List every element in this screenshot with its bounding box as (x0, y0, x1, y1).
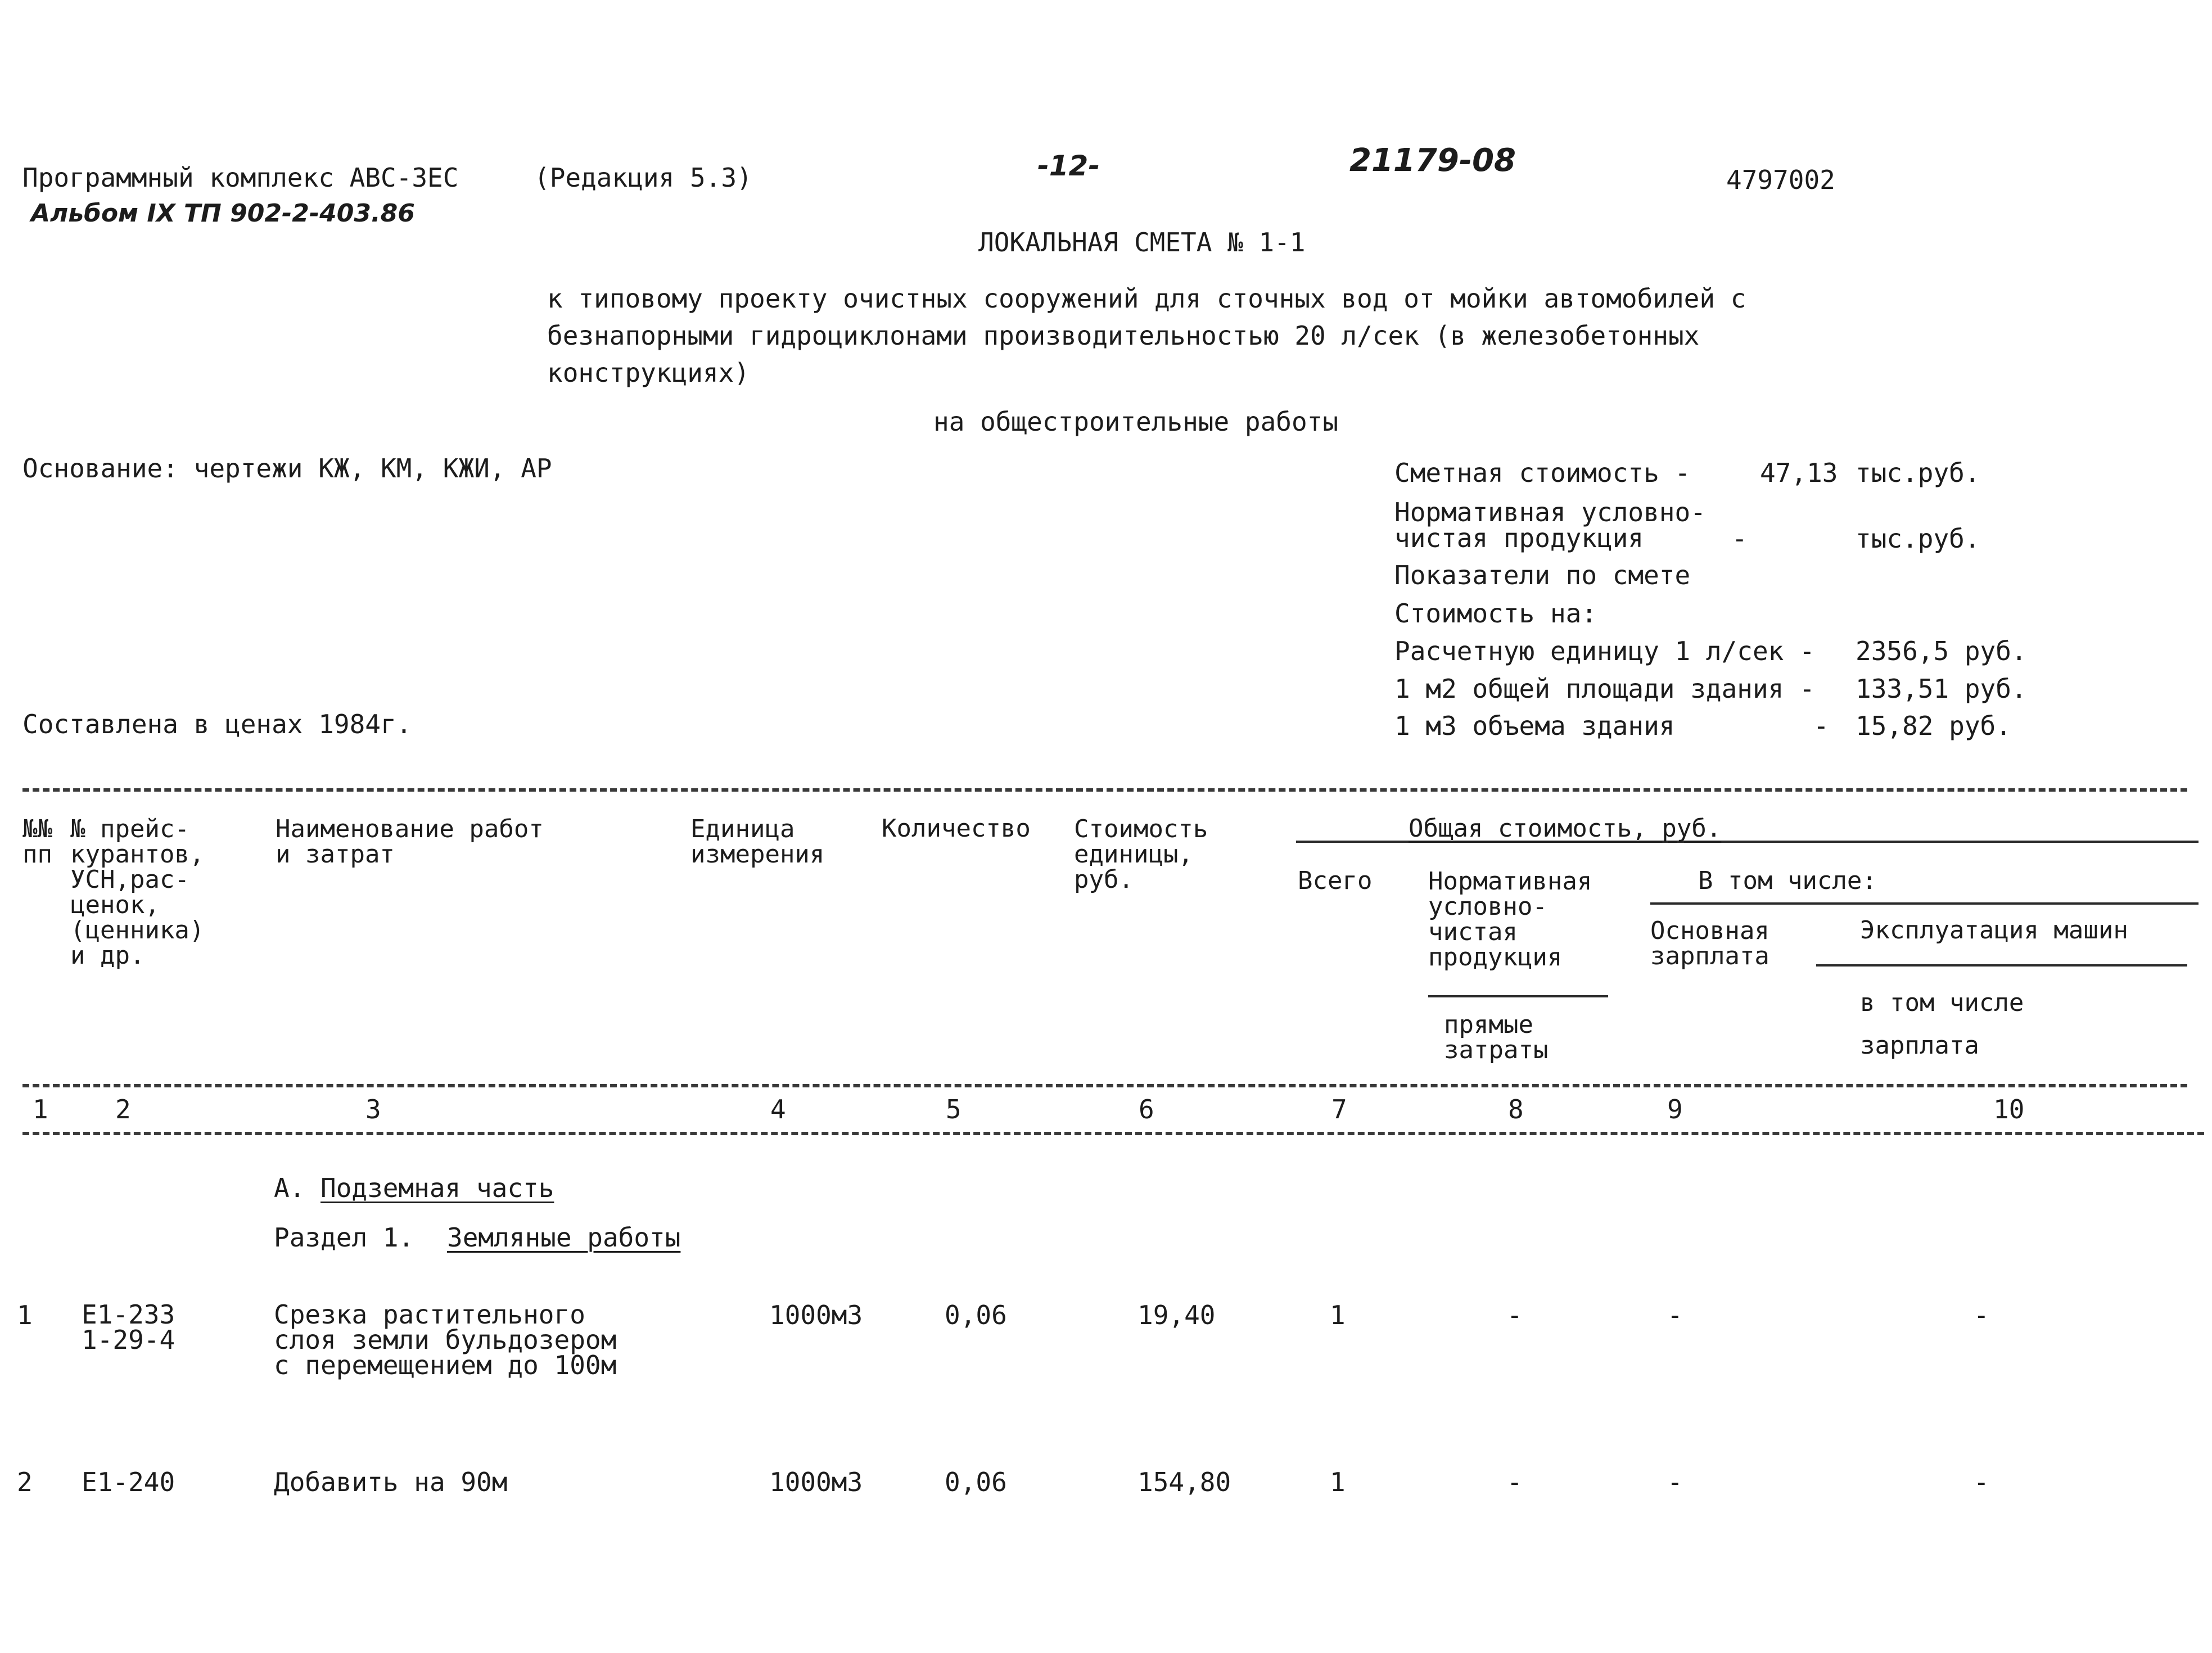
document-code: 21179-08 (1349, 142, 1516, 179)
machines-rule (1816, 964, 2187, 966)
table-top-rule (22, 788, 2187, 792)
normative-dash: - (1732, 523, 1748, 554)
row-machines: - (1974, 1467, 1989, 1497)
row-work-name: Срезка растительного слоя земли бульдозером с перемещением до 100м (274, 1299, 617, 1380)
per-m2-label: 1 м2 общей площади здания - (1394, 674, 1815, 704)
column-number: 7 (1331, 1094, 1347, 1124)
edition-label: (Редакция 5.3) (534, 162, 752, 193)
column-number: 2 (115, 1094, 131, 1124)
section-prefix: Раздел 1. (274, 1222, 414, 1253)
col-header-total-cost-group: Общая стоимость, руб. (1409, 814, 1722, 843)
normative-label: Нормативная условно- чистая продукция (1394, 497, 1706, 553)
basis-line: Основание: чертежи КЖ, КМ, КЖИ, АР (22, 453, 552, 484)
estimated-cost-unit: тыс.руб. (1856, 458, 1980, 488)
column-number: 4 (770, 1094, 786, 1124)
row-unit-cost: 154,80 (1137, 1467, 1231, 1497)
col-header-machines-incl: в том числе (1860, 988, 2024, 1017)
indicators-label: Показатели по смете (1394, 560, 1691, 590)
estimate-title: ЛОКАЛЬНАЯ СМЕТА № 1-1 (978, 227, 1306, 258)
per-unit-value: 2356,5 руб. (1856, 636, 2027, 666)
column-number: 1 (33, 1094, 48, 1124)
prices-line: Составлена в ценах 1984г. (22, 709, 412, 739)
software-name: Программный комплекс АВС-ЗЕС (22, 162, 459, 193)
row-total: 1 (1330, 1300, 1346, 1330)
col-header-machines: Эксплуатация машин (1860, 916, 2128, 945)
cost-per-label: Стоимость на: (1394, 598, 1597, 629)
row-number: 2 (17, 1467, 33, 1497)
col-header-machines-salary: зарплата (1860, 1031, 1979, 1060)
row-price-code: Е1-240 (82, 1467, 175, 1497)
row-unit: 1000м3 (769, 1300, 863, 1330)
part-prefix: А. (274, 1173, 305, 1203)
per-m2-value: 133,51 руб. (1856, 674, 2027, 704)
col-header-normative: Нормативная условно- чистая продукция (1428, 867, 1592, 972)
estimated-cost-value: 47,13 (1760, 458, 1838, 488)
estimated-cost-label: Сметная стоимость - (1394, 458, 1691, 488)
per-m3-dash: - (1813, 711, 1829, 741)
col-header-in-that-number: В том числе: (1698, 866, 1877, 895)
column-number: 5 (946, 1094, 961, 1124)
row-normative: - (1507, 1467, 1523, 1497)
column-number: 8 (1508, 1094, 1524, 1124)
table-header-bottom-rule (22, 1084, 2187, 1087)
row-work-name: Добавить на 90м (274, 1467, 508, 1497)
row-number: 1 (17, 1300, 33, 1330)
col-header-work-name: Наименование работ и затрат (276, 815, 544, 869)
col-header-direct-costs: прямые затраты (1444, 1010, 1549, 1064)
row-quantity: 0,06 (945, 1300, 1007, 1330)
column-number: 9 (1667, 1094, 1683, 1124)
normative-unit: тыс.руб. (1856, 523, 1980, 554)
row-quantity: 0,06 (945, 1467, 1007, 1497)
per-unit-label: Расчетную единицу 1 л/сек - (1394, 636, 1815, 666)
row-normative: - (1507, 1300, 1523, 1330)
column-number: 6 (1139, 1094, 1154, 1124)
col-header-price-code: № прейс- курантов, УСН,рас- ценок, (ценника) и др. (70, 815, 205, 970)
row-total: 1 (1330, 1467, 1346, 1497)
row-basic-salary: - (1667, 1300, 1683, 1330)
row-unit-cost: 19,40 (1137, 1300, 1216, 1330)
col-header-quantity: Количество (882, 814, 1031, 843)
column-numbers-bottom-rule (22, 1132, 2204, 1135)
col-header-unit-cost: Стоимость единицы, руб. (1074, 815, 1208, 894)
col-header-basic-salary: Основная зарплата (1650, 916, 1769, 970)
album-note: Альбом IX ТП 902-2-403.86 (31, 199, 415, 228)
catalog-number: 4797002 (1726, 165, 1835, 195)
per-m3-value: 15,82 руб. (1856, 711, 2011, 741)
col-header-unit: Единица измерения (690, 815, 825, 869)
row-basic-salary: - (1667, 1467, 1683, 1497)
col-header-total: Всего (1298, 866, 1373, 895)
row-unit: 1000м3 (769, 1467, 863, 1497)
section-name: Земляные работы (447, 1222, 681, 1253)
col-header-row-number: №№ пп (22, 815, 52, 869)
page-number: -12- (1037, 150, 1100, 182)
per-m3-label: 1 м3 объема здания (1394, 711, 1675, 741)
column-number: 3 (365, 1094, 381, 1124)
column-number: 10 (1993, 1094, 2025, 1124)
part-name: Подземная часть (320, 1173, 554, 1203)
in-that-number-rule (1650, 902, 2199, 905)
row-machines: - (1974, 1300, 1989, 1330)
norm-sub-rule (1428, 995, 1608, 997)
work-type: на общестроительные работы (933, 407, 1339, 437)
project-description: к типовому проекту очистных сооружений для сточных вод от мойки автомобилей с безнапорными гидроциклонами производительностью 20 л/сек (в железобетонных конструкциях) (547, 283, 1746, 388)
row-price-code: Е1-233 1-29-4 (82, 1299, 175, 1355)
